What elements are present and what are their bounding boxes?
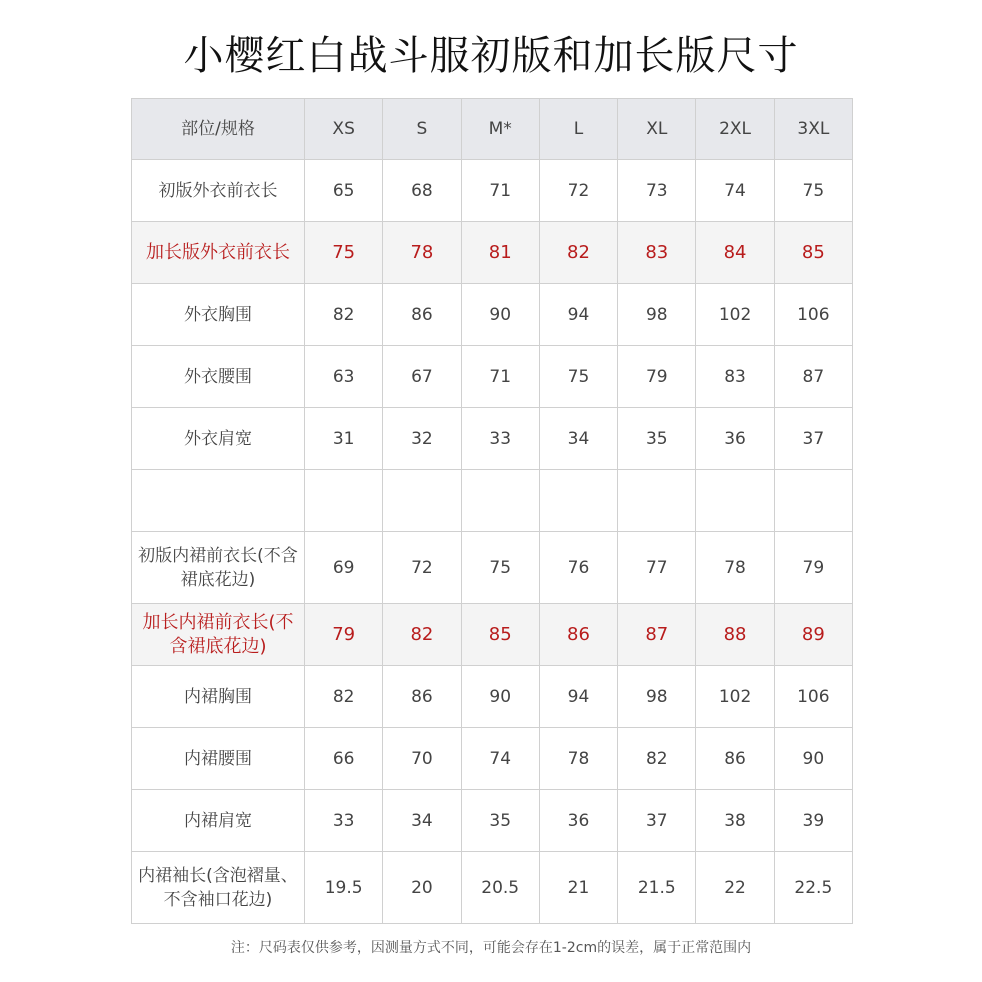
size-value-cell: 98	[618, 284, 696, 346]
size-value-cell: 21.5	[618, 852, 696, 924]
size-value-cell: 35	[461, 790, 539, 852]
size-value-cell	[461, 470, 539, 532]
page-title: 小樱红白战斗服初版和加长版尺寸	[183, 33, 799, 79]
size-table	[131, 98, 853, 924]
size-value-cell	[305, 470, 383, 532]
size-value-cell: 78	[539, 728, 617, 790]
size-value-cell: 67	[383, 346, 461, 408]
row-label: 内裙袖长(含泡褶量、不含袖口花边)	[132, 852, 305, 924]
header-cell: XL	[618, 99, 696, 160]
size-value-cell: 65	[305, 160, 383, 222]
size-value-cell: 82	[539, 222, 617, 284]
size-value-cell: 76	[539, 532, 617, 604]
size-value-cell: 21	[539, 852, 617, 924]
table-row	[132, 604, 853, 666]
size-value-cell: 36	[696, 408, 774, 470]
size-value-cell: 78	[383, 222, 461, 284]
size-value-cell: 39	[774, 790, 852, 852]
size-value-cell: 94	[539, 666, 617, 728]
row-label: 内裙肩宽	[132, 790, 305, 852]
row-label: 内裙胸围	[132, 666, 305, 728]
size-value-cell: 106	[774, 666, 852, 728]
row-label: 外衣肩宽	[132, 408, 305, 470]
header-cell: S	[383, 99, 461, 160]
size-value-cell: 83	[696, 346, 774, 408]
row-label: 初版内裙前衣长(不含裙底花边)	[132, 532, 305, 604]
table-row	[132, 160, 853, 222]
header-cell: 3XL	[774, 99, 852, 160]
header-cell: XS	[305, 99, 383, 160]
table-row	[132, 666, 853, 728]
footnote: 注：尺码表仅供参考，因测量方式不同，可能会存在1-2cm的误差，属于正常范围内	[230, 940, 752, 956]
row-label: 外衣腰围	[132, 346, 305, 408]
size-value-cell: 66	[305, 728, 383, 790]
size-value-cell: 72	[383, 532, 461, 604]
size-value-cell: 74	[696, 160, 774, 222]
size-value-cell: 31	[305, 408, 383, 470]
size-value-cell: 87	[618, 604, 696, 666]
size-value-cell: 89	[774, 604, 852, 666]
size-value-cell: 32	[383, 408, 461, 470]
table-row	[132, 284, 853, 346]
size-value-cell: 72	[539, 160, 617, 222]
size-value-cell: 19.5	[305, 852, 383, 924]
table-row	[132, 852, 853, 924]
size-value-cell: 90	[461, 666, 539, 728]
size-value-cell: 90	[774, 728, 852, 790]
header-cell: 部位/规格	[132, 99, 305, 160]
size-value-cell: 82	[618, 728, 696, 790]
size-value-cell: 94	[539, 284, 617, 346]
size-value-cell: 86	[696, 728, 774, 790]
size-value-cell: 35	[618, 408, 696, 470]
size-value-cell: 71	[461, 346, 539, 408]
size-value-cell: 83	[618, 222, 696, 284]
table-row	[132, 408, 853, 470]
header-cell: M*	[461, 99, 539, 160]
size-value-cell: 75	[305, 222, 383, 284]
size-value-cell: 38	[696, 790, 774, 852]
header-cell: L	[539, 99, 617, 160]
size-value-cell	[539, 470, 617, 532]
size-value-cell	[618, 470, 696, 532]
size-value-cell: 74	[461, 728, 539, 790]
size-value-cell: 102	[696, 284, 774, 346]
size-value-cell: 34	[383, 790, 461, 852]
size-value-cell: 75	[774, 160, 852, 222]
size-value-cell: 22.5	[774, 852, 852, 924]
size-value-cell: 86	[539, 604, 617, 666]
table-row	[132, 470, 853, 532]
size-value-cell: 81	[461, 222, 539, 284]
size-value-cell: 77	[618, 532, 696, 604]
size-value-cell: 102	[696, 666, 774, 728]
size-value-cell: 73	[618, 160, 696, 222]
size-value-cell: 36	[539, 790, 617, 852]
row-label: 初版外衣前衣长	[132, 160, 305, 222]
size-value-cell: 88	[696, 604, 774, 666]
table-row	[132, 222, 853, 284]
size-value-cell: 37	[618, 790, 696, 852]
size-value-cell: 79	[774, 532, 852, 604]
size-value-cell: 82	[305, 666, 383, 728]
size-value-cell: 85	[774, 222, 852, 284]
size-value-cell: 70	[383, 728, 461, 790]
size-value-cell: 33	[305, 790, 383, 852]
row-label	[132, 470, 305, 532]
row-label: 内裙腰围	[132, 728, 305, 790]
row-label: 加长内裙前衣长(不含裙底花边)	[132, 604, 305, 666]
size-value-cell: 63	[305, 346, 383, 408]
size-value-cell: 20.5	[461, 852, 539, 924]
size-value-cell: 87	[774, 346, 852, 408]
header-cell: 2XL	[696, 99, 774, 160]
size-value-cell: 79	[618, 346, 696, 408]
size-value-cell: 84	[696, 222, 774, 284]
table-row	[132, 532, 853, 604]
table-row	[132, 790, 853, 852]
row-label: 加长版外衣前衣长	[132, 222, 305, 284]
size-value-cell: 86	[383, 666, 461, 728]
table-row	[132, 346, 853, 408]
size-value-cell: 37	[774, 408, 852, 470]
size-value-cell: 69	[305, 532, 383, 604]
size-value-cell: 71	[461, 160, 539, 222]
size-value-cell: 75	[461, 532, 539, 604]
size-value-cell	[774, 470, 852, 532]
size-value-cell: 33	[461, 408, 539, 470]
table-row	[132, 728, 853, 790]
size-value-cell: 34	[539, 408, 617, 470]
size-value-cell: 90	[461, 284, 539, 346]
size-value-cell: 75	[539, 346, 617, 408]
size-value-cell: 106	[774, 284, 852, 346]
table-header-row	[132, 99, 853, 160]
size-value-cell: 78	[696, 532, 774, 604]
size-value-cell: 79	[305, 604, 383, 666]
size-value-cell	[696, 470, 774, 532]
size-value-cell	[383, 470, 461, 532]
size-value-cell: 98	[618, 666, 696, 728]
table-body	[132, 160, 853, 924]
row-label: 外衣胸围	[132, 284, 305, 346]
size-value-cell: 20	[383, 852, 461, 924]
size-value-cell: 68	[383, 160, 461, 222]
size-value-cell: 82	[305, 284, 383, 346]
size-value-cell: 86	[383, 284, 461, 346]
size-value-cell: 85	[461, 604, 539, 666]
size-value-cell: 82	[383, 604, 461, 666]
size-value-cell: 22	[696, 852, 774, 924]
